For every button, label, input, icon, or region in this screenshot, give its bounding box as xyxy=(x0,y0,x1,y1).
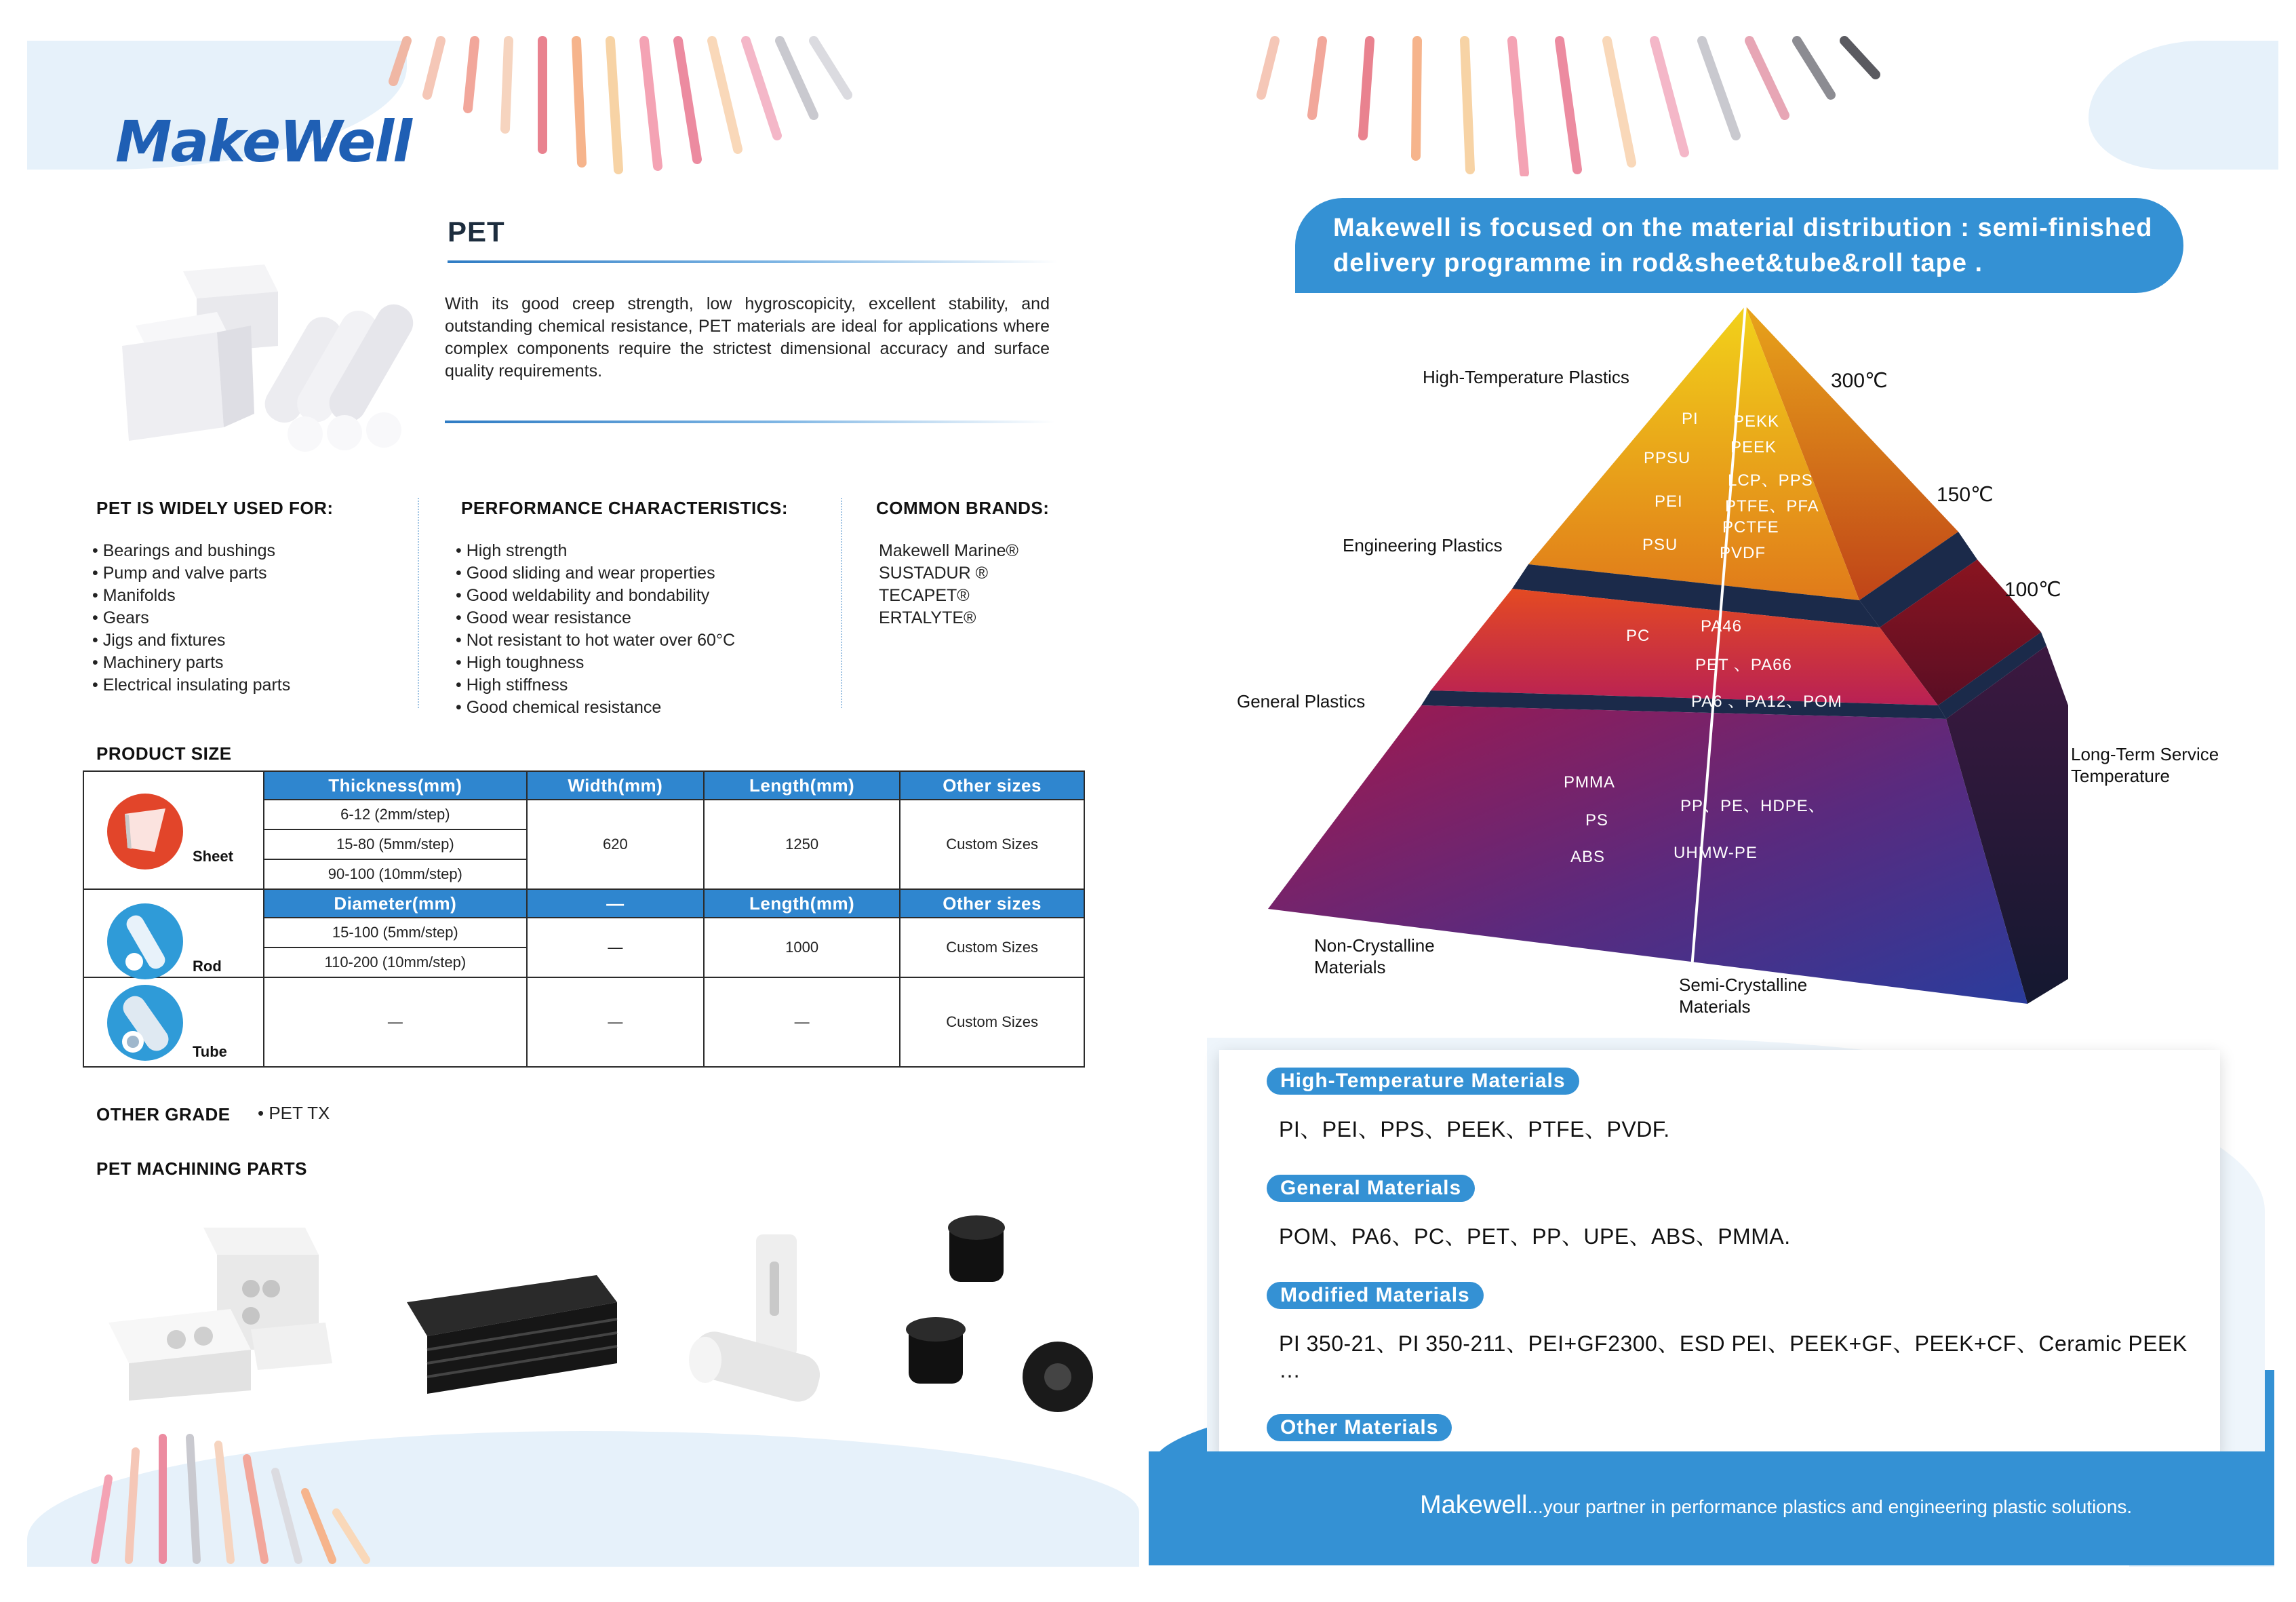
list-item: • High strength xyxy=(456,540,735,562)
pyramid-material: PA6 、PA12、POM xyxy=(1691,692,1842,711)
pyramid-material: PCTFE xyxy=(1722,518,1779,536)
sheet-image-cell xyxy=(83,771,264,889)
table-header: Other sizes xyxy=(900,771,1084,800)
list-item: ERTALYTE® xyxy=(879,608,976,627)
table-row xyxy=(83,977,1084,1067)
table-cell: 620 xyxy=(527,800,704,889)
decorative-rays-top-left xyxy=(366,34,895,176)
table-row xyxy=(83,889,1084,918)
material-group-high-temp xyxy=(1267,1068,2202,1144)
performance-list xyxy=(456,540,735,719)
axis-long-term-temperature: Long-Term Service Temperature xyxy=(2071,744,2219,786)
list-item: TECAPET® xyxy=(879,586,970,605)
table-cell: 15-80 (5mm/step) xyxy=(264,829,527,859)
footer-tagline-text: ...your partner in performance plastics and engineering plastic solutions. xyxy=(1527,1496,2133,1517)
other-grade-heading: OTHER GRADE xyxy=(96,1104,231,1125)
rod-icon xyxy=(107,903,183,979)
footer-brand: Makewell xyxy=(1420,1491,1528,1519)
performance-heading: PERFORMANCE CHARACTERISTICS: xyxy=(461,498,788,518)
table-cell: — xyxy=(264,977,527,1067)
temp-300: 300℃ xyxy=(1831,370,1888,392)
list-item: • Electrical insulating parts xyxy=(92,674,290,697)
decorative-rays-bottom-left xyxy=(68,1424,448,1567)
pyramid-material: PEEK xyxy=(1730,438,1777,456)
plastics-pyramid-diagram xyxy=(1268,298,2068,1017)
pyramid-material: PC xyxy=(1626,627,1650,645)
pyramid-material: UHMW-PE xyxy=(1674,844,1758,862)
table-cell: 1000 xyxy=(704,918,900,977)
pyramid-material: PS xyxy=(1585,811,1609,829)
pyramid-material: PI xyxy=(1682,410,1699,428)
temp-150: 150℃ xyxy=(1937,484,1994,506)
sheet-icon xyxy=(107,794,183,870)
axis-semi-crystalline: Semi-Crystalline Materials xyxy=(1679,975,1808,1017)
list-item: • Bearings and bushings xyxy=(92,540,290,562)
list-item: • Gears xyxy=(92,607,290,629)
material-group-general xyxy=(1267,1175,2202,1251)
product-size-heading: PRODUCT SIZE xyxy=(96,743,232,764)
rod-image-cell xyxy=(83,889,264,977)
pyramid-material: PP、PE、HDPE、 xyxy=(1680,797,1825,815)
intro-underline xyxy=(445,421,1055,423)
list-item: • Good wear resistance xyxy=(456,607,735,629)
white-sleeve-part-image xyxy=(678,1221,834,1424)
list-item: • Good weldability and bondability xyxy=(456,585,735,607)
bg-shape-top-right xyxy=(2089,41,2278,170)
table-cell: Custom Sizes xyxy=(900,800,1084,889)
table-cell: 90-100 (10mm/step) xyxy=(264,859,527,889)
rod-label: Rod xyxy=(193,958,222,975)
makewell-logo: MakeWell xyxy=(115,109,411,175)
pyramid-material: PET 、PA66 xyxy=(1695,656,1792,674)
white-machined-block-image xyxy=(95,1214,346,1404)
table-header: Width(mm) xyxy=(527,771,704,800)
material-group-text: PI 350-21、PI 350-211、PEI+GF2300、ESD PEI、PEEK+GF、PEEK+CF、Ceramic PEEK … xyxy=(1279,1331,2188,1382)
footer-tagline xyxy=(1420,1491,2132,1520)
pyramid-material: PPSU xyxy=(1644,449,1691,467)
material-group-title: High-Temperature Materials xyxy=(1267,1068,1579,1095)
tube-image-cell xyxy=(83,977,264,1067)
materials-section xyxy=(1267,1068,2202,1486)
pyramid-material: ABS xyxy=(1570,848,1606,866)
temp-100: 100℃ xyxy=(2004,579,2061,601)
other-grade-value: • PET TX xyxy=(258,1103,330,1123)
material-group-modified xyxy=(1267,1282,2202,1383)
pyramid-material: PSU xyxy=(1642,536,1678,554)
pyramid-material: LCP、PPS xyxy=(1728,471,1813,490)
tube-label: Tube xyxy=(193,1043,227,1060)
list-item: SUSTADUR ® xyxy=(879,564,989,583)
list-item: • Not resistant to hot water over 60°C xyxy=(456,629,735,652)
column-divider xyxy=(418,498,419,708)
pyramid-material: PTFE、PFA xyxy=(1725,497,1819,515)
uses-list xyxy=(92,540,290,697)
table-cell: 1250 xyxy=(704,800,900,889)
pyramid-material: PEI xyxy=(1655,492,1683,511)
axis-non-crystalline: Non-Crystalline Materials xyxy=(1314,935,1435,977)
banner-text: Makewell is focused on the material distribution : semi-finished delivery programme in rod&sheet&tube&roll tape . xyxy=(1333,214,2153,277)
brands-heading: COMMON BRANDS: xyxy=(876,498,1050,518)
list-item: Makewell Marine® xyxy=(879,541,1018,560)
list-item: • High stiffness xyxy=(456,674,735,697)
material-group-text: PI、PEI、PPS、PEEK、PTFE、PVDF. xyxy=(1279,1117,1670,1141)
list-item: • High toughness xyxy=(456,652,735,674)
material-group-title: Other Materials xyxy=(1267,1414,1452,1441)
table-header: Thickness(mm) xyxy=(264,771,527,800)
machining-parts-heading: PET MACHINING PARTS xyxy=(96,1158,307,1179)
list-item: • Machinery parts xyxy=(92,652,290,674)
material-group-title: General Materials xyxy=(1267,1175,1475,1202)
sheet-label: Sheet xyxy=(193,848,233,865)
table-cell: — xyxy=(527,918,704,977)
tier-label-engineering: Engineering Plastics xyxy=(1343,535,1503,555)
list-item: • Jigs and fixtures xyxy=(92,629,290,652)
uses-heading: PET IS WIDELY USED FOR: xyxy=(96,498,334,518)
table-cell: 6-12 (2mm/step) xyxy=(264,800,527,829)
table-header: Length(mm) xyxy=(704,889,900,918)
material-group-text: POM、PA6、PC、PET、PP、UPE、ABS、PMMA. xyxy=(1279,1224,1791,1249)
list-item: • Good sliding and wear properties xyxy=(456,562,735,585)
brands-list xyxy=(879,540,1018,629)
pyramid-material: PMMA xyxy=(1564,773,1615,792)
column-divider xyxy=(841,498,842,708)
table-header: Other sizes xyxy=(900,889,1084,918)
list-item: • Pump and valve parts xyxy=(92,562,290,585)
pyramid-material: PVDF xyxy=(1720,544,1766,562)
pyramid-material: PEKK xyxy=(1733,412,1780,431)
product-size-table xyxy=(83,770,1085,1068)
product-intro: With its good creep strength, low hygroscopicity, excellent stability, and outstanding chemical resistance, PET materials are ideal for applications where complex components require the strictest dimensional accuracy and surface quality requirements. xyxy=(445,294,1050,380)
table-header: — xyxy=(527,889,704,918)
decorative-rays-top-right xyxy=(1234,34,1953,176)
table-header: Diameter(mm) xyxy=(264,889,527,918)
table-cell: Custom Sizes xyxy=(900,977,1084,1067)
title-underline xyxy=(448,260,1058,263)
black-bushings-image xyxy=(895,1207,1112,1424)
table-cell: 15-100 (5mm/step) xyxy=(264,918,527,947)
product-title: PET xyxy=(448,216,505,248)
tube-icon xyxy=(107,985,183,1061)
table-cell: — xyxy=(527,977,704,1067)
black-machined-part-image xyxy=(400,1262,624,1397)
table-cell: 110-200 (10mm/step) xyxy=(264,947,527,977)
table-header: Length(mm) xyxy=(704,771,900,800)
list-item: • Good chemical resistance xyxy=(456,697,735,719)
material-group-title: Modified Materials xyxy=(1267,1282,1484,1309)
table-cell: Custom Sizes xyxy=(900,918,1084,977)
table-row xyxy=(83,771,1084,800)
list-item: • Manifolds xyxy=(92,585,290,607)
tier-label-general: General Plastics xyxy=(1237,691,1366,711)
table-cell: — xyxy=(704,977,900,1067)
tier-label-high-temperature: High-Temperature Plastics xyxy=(1423,367,1629,387)
pet-stock-image xyxy=(81,251,420,454)
pyramid-material: PA46 xyxy=(1701,617,1742,636)
